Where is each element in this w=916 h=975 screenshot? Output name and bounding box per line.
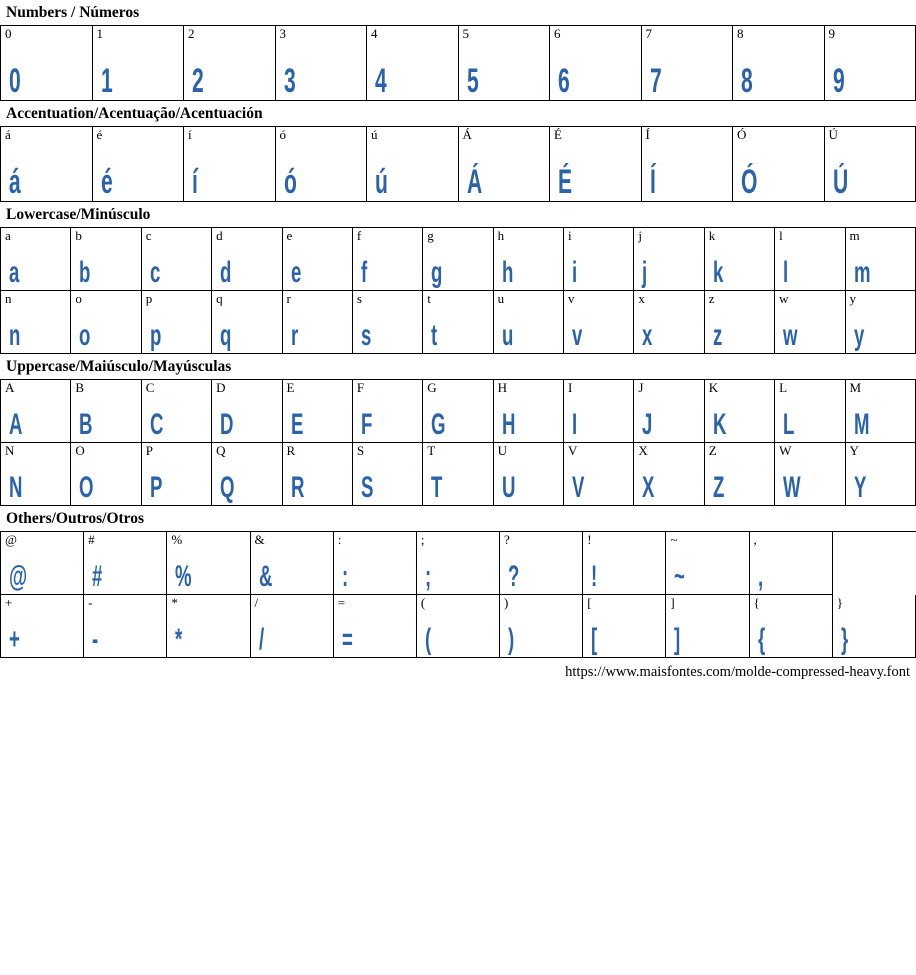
glyph-sample: ! xyxy=(591,560,598,594)
glyph-sample: P xyxy=(149,471,163,505)
glyph-sample: 4 xyxy=(375,62,387,101)
glyph-label: s xyxy=(356,291,362,307)
glyph-sample: í xyxy=(192,163,198,202)
glyph-sample: T xyxy=(431,471,443,505)
glyph-sample: 8 xyxy=(741,62,753,101)
glyph-label: e xyxy=(286,228,293,244)
glyph-cell-i xyxy=(564,228,634,291)
glyph-cell-l xyxy=(775,228,845,291)
glyph-label: ( xyxy=(420,595,426,611)
glyph-label: & xyxy=(254,532,265,548)
glyph-cell-uacute xyxy=(367,127,459,202)
glyph-cell-N xyxy=(1,443,71,506)
glyph-sample: E xyxy=(290,408,303,442)
glyph-cell-M xyxy=(845,380,916,443)
glyph-sample: a xyxy=(9,256,20,290)
glyph-cell-O xyxy=(71,443,141,506)
glyph-label: Í xyxy=(645,127,650,143)
glyph-cell-s xyxy=(352,291,422,354)
glyph-sample: ú xyxy=(375,163,388,202)
glyph-label: É xyxy=(554,127,562,143)
glyph-label: ! xyxy=(587,532,592,548)
glyph-sample: 2 xyxy=(192,62,204,101)
glyph-cell-X xyxy=(634,443,704,506)
glyph-cell-t xyxy=(423,291,493,354)
glyph-label: G xyxy=(427,380,437,396)
glyph-label: R xyxy=(286,443,296,459)
glyph-cell-P xyxy=(141,443,211,506)
table-row xyxy=(1,228,916,291)
glyph-cell-I xyxy=(564,380,634,443)
glyph-sample: t xyxy=(431,319,438,353)
glyph-cell-aacute xyxy=(1,127,93,202)
glyph-sample: 0 xyxy=(9,62,21,101)
glyph-sample: Ó xyxy=(741,163,758,202)
glyph-cell-oacute xyxy=(275,127,367,202)
source-url[interactable]: https://www.maisfontes.com/molde-compressed-heavy.font xyxy=(565,664,910,681)
glyph-label: - xyxy=(88,595,93,611)
glyph-sample: D xyxy=(220,408,234,442)
glyph-table-others xyxy=(0,531,916,658)
glyph-sample: h xyxy=(501,256,513,290)
glyph-sample: ] xyxy=(674,623,681,657)
glyph-cell-R xyxy=(282,443,352,506)
glyph-cell-2 xyxy=(184,26,276,101)
glyph-sample: ( xyxy=(424,623,432,657)
glyph-cell-8 xyxy=(733,26,825,101)
table-row xyxy=(1,595,916,658)
glyph-label: , xyxy=(753,532,757,548)
glyph-cell-brace-close xyxy=(832,595,915,658)
glyph-cell-3 xyxy=(275,26,367,101)
glyph-sample: G xyxy=(431,408,446,442)
table-row xyxy=(1,291,916,354)
glyph-label: w xyxy=(779,291,789,307)
glyph-cell-Q xyxy=(212,443,282,506)
glyph-sample: ? xyxy=(508,560,520,594)
glyph-cell-S xyxy=(352,443,422,506)
glyph-sample: V xyxy=(572,471,585,505)
glyph-label: = xyxy=(337,595,346,611)
glyph-cell-b xyxy=(71,228,141,291)
glyph-label: W xyxy=(779,443,792,459)
glyph-sample: j xyxy=(642,256,648,290)
glyph-sample: Í xyxy=(649,163,656,202)
glyph-table-accentuation xyxy=(0,126,916,202)
glyph-label: ? xyxy=(504,532,510,548)
glyph-sample: s xyxy=(360,319,372,353)
glyph-label: j xyxy=(638,228,642,244)
glyph-label: ] xyxy=(670,595,675,611)
glyph-sample: I xyxy=(572,408,578,442)
glyph-label: C xyxy=(145,380,155,396)
table-row xyxy=(1,443,916,506)
glyph-label: @ xyxy=(5,532,17,548)
glyph-cell-F xyxy=(352,380,422,443)
glyph-cell-colon xyxy=(333,532,416,595)
glyph-cell-e xyxy=(282,228,352,291)
glyph-cell-z xyxy=(704,291,774,354)
glyph-cell-7 xyxy=(641,26,733,101)
glyph-sample: o xyxy=(79,319,91,353)
glyph-sample: k xyxy=(712,256,724,290)
glyph-sample: [ xyxy=(591,623,598,657)
glyph-cell-p xyxy=(141,291,211,354)
glyph-sample: l xyxy=(783,256,789,290)
glyph-sample: x xyxy=(642,319,653,353)
glyph-cell-y xyxy=(845,291,916,354)
glyph-label: P xyxy=(145,443,153,459)
glyph-cell-percent xyxy=(167,532,250,595)
glyph-sample: d xyxy=(220,256,232,290)
glyph-sample: e xyxy=(290,256,301,290)
glyph-label: a xyxy=(5,228,11,244)
glyph-sample: é xyxy=(100,163,113,202)
glyph-label: p xyxy=(145,291,153,307)
glyph-label: v xyxy=(568,291,575,307)
glyph-cell-E xyxy=(282,380,352,443)
table-row xyxy=(1,26,916,101)
glyph-cell-c xyxy=(141,228,211,291)
glyph-label: 5 xyxy=(462,26,469,42)
glyph-cell-V xyxy=(564,443,634,506)
glyph-cell-paren-close xyxy=(500,595,583,658)
glyph-sample: 7 xyxy=(649,62,662,101)
glyph-sample: n xyxy=(9,319,21,353)
glyph-sample: v xyxy=(572,319,583,353)
glyph-label: X xyxy=(638,443,648,459)
glyph-label: O xyxy=(75,443,85,459)
glyph-sample: & xyxy=(258,560,272,594)
glyph-label: u xyxy=(497,291,505,307)
glyph-cell-paren-open xyxy=(416,595,499,658)
glyph-cell-at xyxy=(1,532,84,595)
glyph-table-lowercase xyxy=(0,227,916,354)
glyph-label: Q xyxy=(216,443,226,459)
glyph-sample: 1 xyxy=(100,62,113,101)
glyph-cell-Uacute xyxy=(824,127,916,202)
glyph-cell-Y xyxy=(845,443,916,506)
glyph-label: Z xyxy=(708,443,717,459)
glyph-sample: B xyxy=(79,408,93,442)
glyph-sample: # xyxy=(92,560,103,594)
section-title-numbers: Numbers / Números xyxy=(6,4,140,21)
table-row xyxy=(1,532,916,595)
glyph-sample: , xyxy=(757,560,763,594)
glyph-sample: 6 xyxy=(558,62,570,101)
glyph-label: ) xyxy=(504,595,509,611)
glyph-label: ~ xyxy=(670,532,678,548)
glyph-sample: y xyxy=(853,319,864,353)
glyph-label: : xyxy=(337,532,342,548)
glyph-label: q xyxy=(216,291,223,307)
glyph-label: ; xyxy=(420,532,425,548)
glyph-sample: S xyxy=(360,471,374,505)
glyph-sample: = xyxy=(341,623,353,657)
glyph-cell-bracket-close xyxy=(666,595,749,658)
glyph-label: f xyxy=(356,228,362,244)
glyph-sample: % xyxy=(175,560,192,594)
glyph-sample: L xyxy=(783,408,795,442)
glyph-table-numbers xyxy=(0,25,916,101)
glyph-label: é xyxy=(96,127,103,143)
glyph-sample: K xyxy=(712,408,727,442)
section-title-accentuation: Accentuation/Acentuação/Acentuación xyxy=(6,105,263,123)
glyph-cell-W xyxy=(775,443,845,506)
glyph-label: # xyxy=(88,532,95,548)
glyph-label: z xyxy=(708,291,715,307)
glyph-sample: { xyxy=(757,623,765,657)
glyph-cell-5 xyxy=(458,26,550,101)
glyph-cell-0 xyxy=(1,26,93,101)
glyph-sample: w xyxy=(783,319,798,353)
glyph-label: ó xyxy=(279,127,286,143)
glyph-cell-plus xyxy=(1,595,84,658)
glyph-cell-g xyxy=(423,228,493,291)
glyph-sample: u xyxy=(501,319,513,353)
glyph-label: í xyxy=(188,127,192,143)
glyph-cell-j xyxy=(634,228,704,291)
glyph-label: m xyxy=(849,228,860,244)
glyph-cell-Aacute xyxy=(458,127,550,202)
glyph-sample: H xyxy=(501,408,516,442)
glyph-label: T xyxy=(427,443,436,459)
glyph-cell-6 xyxy=(550,26,642,101)
glyph-cell-Oacute xyxy=(733,127,825,202)
glyph-sample: Á xyxy=(466,163,482,202)
glyph-label: [ xyxy=(587,595,592,611)
glyph-sample: } xyxy=(840,623,848,657)
glyph-cell-9 xyxy=(824,26,916,101)
glyph-sample: + xyxy=(9,623,20,657)
glyph-label: i xyxy=(568,228,572,244)
glyph-cell-Z xyxy=(704,443,774,506)
glyph-cell-D xyxy=(212,380,282,443)
glyph-sample: X xyxy=(642,471,655,505)
glyph-cell-hash xyxy=(84,532,167,595)
glyph-cell-w xyxy=(775,291,845,354)
glyph-sample: ) xyxy=(508,623,515,657)
glyph-sample: U xyxy=(501,471,516,505)
glyph-cell-J xyxy=(634,380,704,443)
glyph-label: U xyxy=(497,443,508,459)
glyph-cell-question xyxy=(500,532,583,595)
glyph-sample: 3 xyxy=(283,62,296,101)
glyph-label: l xyxy=(779,228,783,244)
glyph-label: F xyxy=(356,380,365,396)
glyph-label: 4 xyxy=(371,26,378,42)
glyph-cell-1 xyxy=(92,26,184,101)
glyph-sample: m xyxy=(853,256,871,290)
section-title-others: Others/Outros/Otros xyxy=(6,510,145,528)
glyph-cell-m xyxy=(845,228,916,291)
glyph-sample: z xyxy=(712,319,723,353)
glyph-label: 6 xyxy=(554,26,561,42)
glyph-label: Ó xyxy=(737,127,747,143)
glyph-label: E xyxy=(286,380,295,396)
glyph-sample: 9 xyxy=(832,62,845,101)
glyph-cell-G xyxy=(423,380,493,443)
glyph-sample: Q xyxy=(220,471,235,505)
glyph-cell-x xyxy=(634,291,704,354)
glyph-label: r xyxy=(286,291,291,307)
glyph-cell-f xyxy=(352,228,422,291)
glyph-sample: r xyxy=(290,319,298,353)
glyph-sample: N xyxy=(9,471,23,505)
section-title-uppercase: Uppercase/Maiúsculo/Mayúsculas xyxy=(6,358,232,376)
glyph-label: B xyxy=(75,380,85,396)
glyph-sample: : xyxy=(341,560,348,594)
glyph-label: t xyxy=(427,291,431,307)
glyph-cell-U xyxy=(493,443,563,506)
glyph-cell-T xyxy=(423,443,493,506)
glyph-sample: É xyxy=(558,163,573,202)
glyph-cell-exclamation xyxy=(583,532,666,595)
glyph-label: * xyxy=(171,595,178,611)
glyph-sample: i xyxy=(572,256,578,290)
glyph-label: n xyxy=(5,291,12,307)
glyph-cell-k xyxy=(704,228,774,291)
glyph-sample: ó xyxy=(283,163,297,202)
glyph-label: 3 xyxy=(279,26,286,42)
glyph-sample: Z xyxy=(712,471,725,505)
glyph-cell-u xyxy=(493,291,563,354)
glyph-cell-brace-open xyxy=(749,595,832,658)
glyph-cell-n xyxy=(1,291,71,354)
glyph-cell-semicolon xyxy=(416,532,499,595)
glyph-label: K xyxy=(708,380,719,396)
glyph-label: H xyxy=(497,380,508,396)
glyph-table-uppercase xyxy=(0,379,916,506)
glyph-cell-4 xyxy=(367,26,459,101)
glyph-cell-comma xyxy=(749,532,832,595)
glyph-label: N xyxy=(5,443,15,459)
glyph-sample: Y xyxy=(853,471,866,505)
glyph-cell-d xyxy=(212,228,282,291)
glyph-cell-bracket-open xyxy=(583,595,666,658)
glyph-cell-Iacute xyxy=(641,127,733,202)
glyph-label: b xyxy=(75,228,82,244)
glyph-sample: C xyxy=(149,408,164,442)
glyph-cell-B xyxy=(71,380,141,443)
section-title-lowercase: Lowercase/Minúsculo xyxy=(6,206,151,224)
glyph-sample: / xyxy=(258,623,264,657)
glyph-label: d xyxy=(216,228,223,244)
glyph-sample: * xyxy=(175,623,183,657)
glyph-sample: p xyxy=(149,319,162,353)
glyph-sample: b xyxy=(79,256,91,290)
glyph-cell-v xyxy=(564,291,634,354)
glyph-sample: q xyxy=(220,319,232,353)
glyph-cell-K xyxy=(704,380,774,443)
glyph-label: g xyxy=(427,228,434,244)
glyph-cell-L xyxy=(775,380,845,443)
glyph-cell-iacute xyxy=(184,127,276,202)
glyph-label: 8 xyxy=(737,26,744,42)
glyph-label: h xyxy=(497,228,505,244)
glyph-label: Y xyxy=(849,443,859,459)
glyph-sample: c xyxy=(149,256,161,290)
glyph-cell-C xyxy=(141,380,211,443)
glyph-label: L xyxy=(779,380,788,396)
glyph-sample: W xyxy=(783,471,801,505)
glyph-label: x xyxy=(638,291,645,307)
glyph-sample: ; xyxy=(424,560,432,594)
glyph-cell-a xyxy=(1,228,71,291)
glyph-sample: g xyxy=(431,256,443,290)
glyph-label: + xyxy=(5,595,13,611)
table-row xyxy=(1,127,916,202)
glyph-label: J xyxy=(638,380,644,396)
glyph-sample: F xyxy=(360,408,373,442)
glyph-label: M xyxy=(849,380,862,396)
glyph-label: D xyxy=(216,380,226,396)
glyph-cell-ampersand xyxy=(250,532,333,595)
glyph-label: } xyxy=(836,594,843,610)
glyph-sample: M xyxy=(853,408,869,442)
glyph-label: 7 xyxy=(645,26,652,42)
glyph-label: c xyxy=(145,228,152,244)
glyph-label: { xyxy=(753,595,760,611)
glyph-cell-q xyxy=(212,291,282,354)
glyph-sample: Ú xyxy=(832,163,848,202)
glyph-cell-o xyxy=(71,291,141,354)
glyph-label: V xyxy=(568,443,578,459)
glyph-label: 9 xyxy=(828,26,835,42)
glyph-cell-Eacute xyxy=(550,127,642,202)
glyph-label: 2 xyxy=(188,26,195,42)
glyph-sample: á xyxy=(9,163,21,202)
glyph-label: 0 xyxy=(5,26,12,42)
glyph-label: % xyxy=(171,532,183,548)
glyph-label: 1 xyxy=(96,26,103,42)
glyph-label: Á xyxy=(462,127,472,143)
glyph-label: k xyxy=(708,228,716,244)
glyph-cell-equals xyxy=(333,595,416,658)
glyph-cell-minus xyxy=(84,595,167,658)
glyph-sample: @ xyxy=(9,560,28,594)
glyph-label: ú xyxy=(371,127,378,143)
glyph-label: S xyxy=(356,443,365,459)
glyph-cell-H xyxy=(493,380,563,443)
glyph-sample: ~ xyxy=(674,560,686,594)
glyph-label: á xyxy=(5,127,11,143)
glyph-cell-tilde xyxy=(666,532,749,595)
glyph-cell-h xyxy=(493,228,563,291)
glyph-cell-r xyxy=(282,291,352,354)
glyph-cell-eacute xyxy=(92,127,184,202)
glyph-label: A xyxy=(5,380,15,396)
glyph-cell-asterisk xyxy=(167,595,250,658)
glyph-sample: 5 xyxy=(466,62,479,101)
glyph-sample: R xyxy=(290,471,304,505)
glyph-cell-slash xyxy=(250,595,333,658)
glyph-label: I xyxy=(568,380,573,396)
table-row xyxy=(1,380,916,443)
glyph-sample: f xyxy=(360,256,368,290)
glyph-sample: A xyxy=(9,408,23,442)
glyph-label: / xyxy=(254,595,259,611)
glyph-sample: O xyxy=(79,471,94,505)
glyph-cell-A xyxy=(1,380,71,443)
glyph-label: y xyxy=(849,291,856,307)
glyph-label: o xyxy=(75,291,82,307)
glyph-sample: J xyxy=(642,408,653,442)
glyph-label: Ú xyxy=(828,127,838,143)
glyph-sample: - xyxy=(92,623,99,657)
